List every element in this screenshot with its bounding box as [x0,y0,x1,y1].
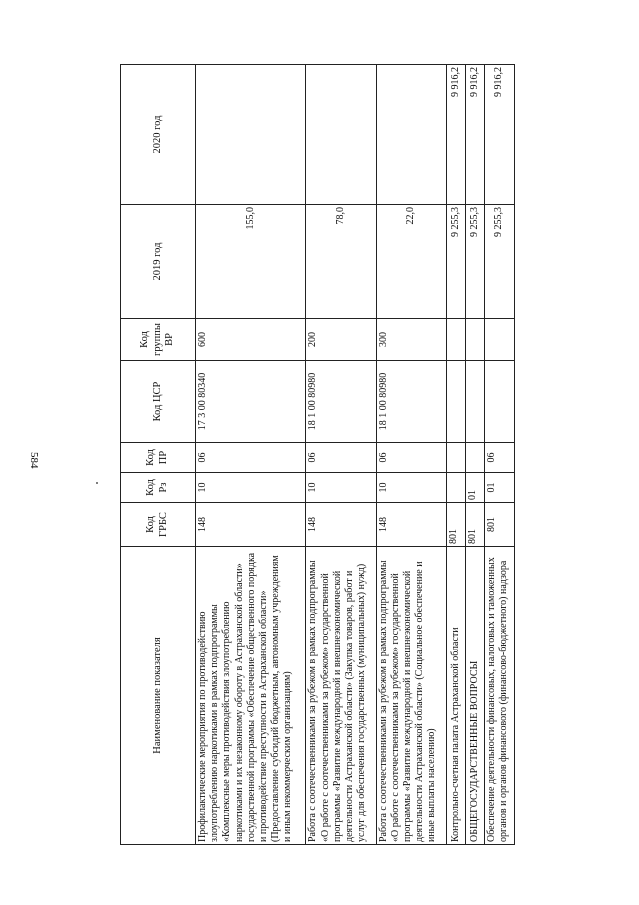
row-2020 [196,65,306,205]
row-name: Обеспечение деятельности финансовых, налоговых и таможенных органов и органов финансового (финансово-бюджетного) надзора [484,547,514,845]
row-2019: 78,0 [306,205,376,319]
row-2020 [376,65,446,205]
table-row [446,65,465,845]
row-rz: 01 [484,473,514,503]
row-csr: 17 3 00 80340 [196,361,306,443]
table-row [196,65,306,845]
row-vr [446,319,465,361]
table-row [465,65,484,845]
row-csr [465,361,484,443]
row-name: Контрольно-счетная палата Астраханской области [446,547,465,845]
row-rz: 10 [196,473,306,503]
row-grbs: 801 [446,503,465,547]
header-rz: Код Рз [121,473,196,503]
scan-dot [96,482,98,484]
row-rz: 10 [376,473,446,503]
row-pr: 06 [306,443,376,473]
header-row [121,65,196,845]
row-vr: 300 [376,319,446,361]
table-row [306,65,376,845]
row-2019: 9 255,3 [465,205,484,319]
row-vr [465,319,484,361]
row-csr: 18 1 00 80980 [306,361,376,443]
row-2019: 9 255,3 [446,205,465,319]
row-2019: 9 255,3 [484,205,514,319]
row-2019: 22,0 [376,205,446,319]
row-name: Работа с соотечественниками за рубежом в рамках подпрограммы «О работе с соотечественниками за рубежом» государственной программы «Развитие международной и внешнеэкономической деятельности Астраханской области» (Социальное обеспечение и иные выплаты населению) [376,547,446,845]
row-2020: 9 916,2 [446,65,465,205]
row-csr [446,361,465,443]
row-rz [446,473,465,503]
row-name: Работа с соотечественниками за рубежом в рамках подпрограммы «О работе с соотечественниками за рубежом» государственной программы «Развитие международной и внешнеэкономической деятельности Астраханской области» (Закупка товаров, работ и услуг для обеспечения государственных (муниципальных) нужд) [306,547,376,845]
header-vr: Код группы ВР [121,319,196,361]
row-vr [484,319,514,361]
table-row [376,65,446,845]
row-pr: 06 [376,443,446,473]
row-pr: 06 [196,443,306,473]
row-grbs: 801 [484,503,514,547]
row-vr: 200 [306,319,376,361]
row-2020: 9 916,2 [484,65,514,205]
rotated-page-content [120,65,515,845]
row-grbs: 801 [465,503,484,547]
row-rz: 10 [306,473,376,503]
header-2020: 2020 год [121,65,196,205]
header-pr: Код ПР [121,443,196,473]
row-grbs: 148 [306,503,376,547]
row-pr: 06 [484,443,514,473]
page-number: 584 [28,452,40,469]
row-pr [465,443,484,473]
row-2019: 155,0 [196,205,306,319]
row-rz: 01 [465,473,484,503]
row-csr: 18 1 00 80980 [376,361,446,443]
row-2020 [306,65,376,205]
row-name: ОБЩЕГОСУДАРСТВЕННЫЕ ВОПРОСЫ [465,547,484,845]
row-pr [446,443,465,473]
row-vr: 600 [196,319,306,361]
header-csr: Код ЦСР [121,361,196,443]
row-grbs: 148 [376,503,446,547]
header-grbs: Код ГРБС [121,503,196,547]
row-grbs: 148 [196,503,306,547]
row-name: Профилактические мероприятия по противодействию злоупотреблению наркотиками в рамках подпрограммы «Комплексные меры противодействия злоупотреблению наркотиками и их незаконному обороту в Астраханской области» государственной программы «Обеспечение общественного порядка и противодействие преступности в Астраханской области» (Предоставление субсидий бюджетным, автономным учреждениям и иным некоммерческим организациям) [196,547,306,845]
header-2019: 2019 год [121,205,196,319]
row-2020: 9 916,2 [465,65,484,205]
budget-table [120,64,515,845]
row-csr [484,361,514,443]
header-name: Наименование показателя [121,547,196,845]
table-row [484,65,514,845]
